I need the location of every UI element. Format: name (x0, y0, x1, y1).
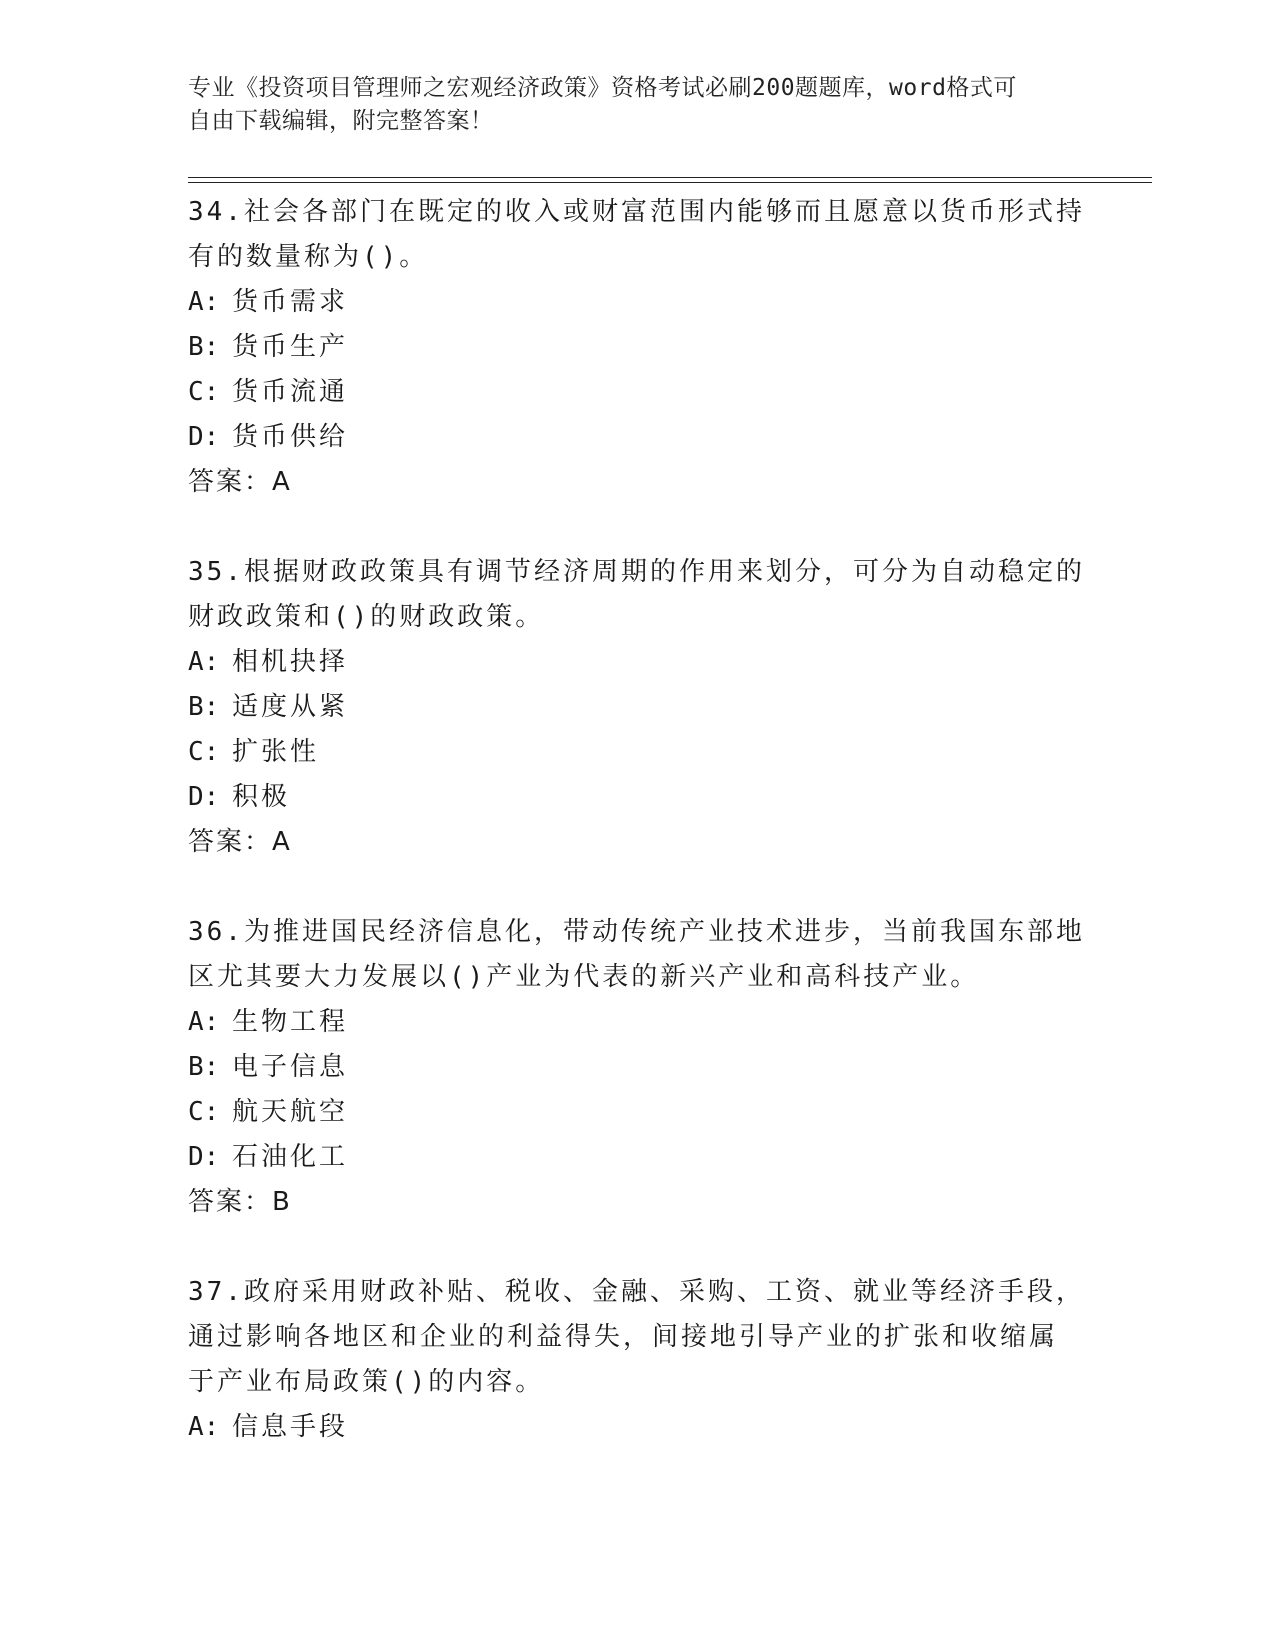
option-d (188, 1135, 1088, 1180)
question-list (188, 190, 1088, 1450)
option-key: C: (188, 377, 220, 407)
question-stem (188, 550, 1088, 640)
question-stem-line: 36.为推进国民经济信息化，带动传统产业技术进步，当前我国东部地 (188, 917, 1085, 947)
option-text: 石油化工 (232, 1142, 349, 1172)
option-text: 扩张性 (232, 737, 320, 767)
option-a (188, 280, 1088, 325)
option-b (188, 325, 1088, 370)
question-stem-line: 37.政府采用财政补贴、税收、金融、采购、工资、就业等经济手段， (188, 1277, 1085, 1307)
option-b (188, 685, 1088, 730)
option-key: C: (188, 737, 220, 767)
question-stem-line: 有的数量称为()。 (188, 242, 429, 272)
option-text: 货币供给 (232, 422, 349, 452)
question-37 (188, 1270, 1088, 1450)
option-text: 货币需求 (232, 287, 349, 317)
question-stem-line: 区尤其要大力发展以()产业为代表的新兴产业和高科技产业。 (188, 962, 980, 992)
option-c (188, 370, 1088, 415)
answer-line: 答案：A (188, 467, 292, 497)
option-text: 适度从紧 (232, 692, 349, 722)
option-key: A: (188, 647, 220, 677)
option-text: 信息手段 (232, 1412, 349, 1442)
option-key: C: (188, 1097, 220, 1127)
option-text: 货币生产 (232, 332, 349, 362)
option-key: A: (188, 287, 220, 317)
question-stem (188, 190, 1088, 280)
question-stem-line: 于产业布局政策()的内容。 (188, 1367, 545, 1397)
option-a (188, 1000, 1088, 1045)
option-key: B: (188, 692, 220, 722)
header-divider-top (188, 177, 1152, 178)
option-key: B: (188, 1052, 220, 1082)
option-key: A: (188, 1007, 220, 1037)
question-spacer (188, 865, 1088, 910)
header-divider-bottom (188, 182, 1152, 183)
question-stem (188, 910, 1088, 1000)
header-line-2: 自由下载编辑，附完整答案！ (188, 108, 494, 134)
question-stem-line: 34.社会各部门在既定的收入或财富范围内能够而且愿意以货币形式持 (188, 197, 1085, 227)
question-stem (188, 1270, 1088, 1405)
answer-line: 答案：B (188, 1187, 292, 1217)
header-line-1: 专业《投资项目管理师之宏观经济政策》资格考试必刷200题题库，word格式可 (188, 75, 1017, 101)
document-header (188, 72, 1088, 138)
option-c (188, 730, 1088, 775)
question-36 (188, 910, 1088, 1225)
option-a (188, 640, 1088, 685)
question-stem-line: 财政政策和()的财政政策。 (188, 602, 545, 632)
question-stem-line: 35.根据财政政策具有调节经济周期的作用来划分，可分为自动稳定的 (188, 557, 1085, 587)
question-spacer (188, 1225, 1088, 1270)
option-text: 生物工程 (232, 1007, 349, 1037)
question-spacer (188, 505, 1088, 550)
option-key: B: (188, 332, 220, 362)
question-35 (188, 550, 1088, 865)
option-text: 电子信息 (232, 1052, 349, 1082)
option-text: 相机抉择 (232, 647, 349, 677)
option-b (188, 1045, 1088, 1090)
option-a (188, 1405, 1088, 1450)
answer-line: 答案：A (188, 827, 292, 857)
question-stem-line: 通过影响各地区和企业的利益得失，间接地引导产业的扩张和收缩属 (188, 1322, 1059, 1352)
option-text: 货币流通 (232, 377, 349, 407)
option-key: D: (188, 1142, 220, 1172)
option-key: D: (188, 422, 220, 452)
question-34 (188, 190, 1088, 505)
option-text: 航天航空 (232, 1097, 349, 1127)
option-key: A: (188, 1412, 220, 1442)
option-c (188, 1090, 1088, 1135)
option-d (188, 415, 1088, 460)
option-text: 积极 (232, 782, 291, 812)
option-key: D: (188, 782, 220, 812)
option-d (188, 775, 1088, 820)
